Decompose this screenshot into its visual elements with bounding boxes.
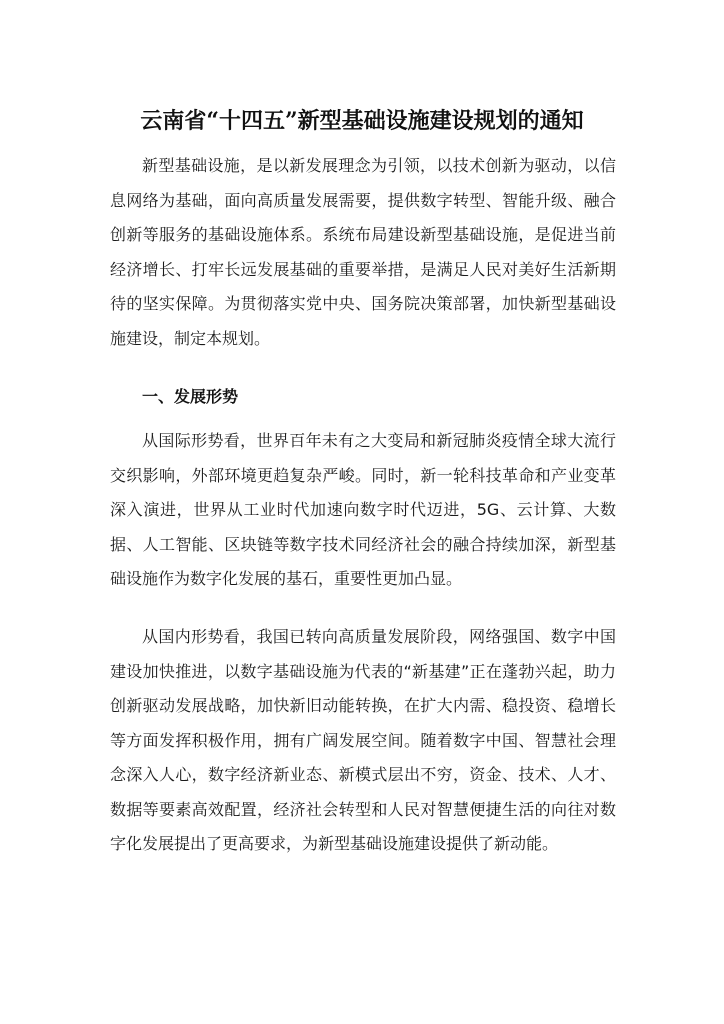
international-situation-paragraph: 从国际形势看，世界百年未有之大变局和新冠肺炎疫情全球大流行交织影响，外部环境更趋复杂严峻。同时，新一轮科技革命和产业变革深入演进，世界从工业时代加速向数字时代迈进，5G、云计算、大数据、人工智能、区块链等数字技术同经济社会的融合持续加深，新型基础设施作为数字化发展的基石，重要性更加凸显。 — [110, 431, 616, 588]
section-heading: 一、发展形势 — [142, 387, 239, 406]
document-title: 云南省“十四五”新型基础设施建设规划的通知 — [140, 108, 584, 134]
domestic-situation-paragraph: 从国内形势看，我国已转向高质量发展阶段，网络强国、数字中国建设加快推进，以数字基础设施为代表的“新基建”正在蓬勃兴起，助力创新驱动发展战略，加快新旧动能转换，在扩大内需、稳投资、稳增长等方面发挥积极作用，拥有广阔发展空间。随着数字中国、智慧社会理念深入人心，数字经济新业态、新模式层出不穷，资金、技术、人才、数据等要素高效配置，经济社会转型和人民对智慧便捷生活的向往对数字化发展提出了更高要求，为新型基础设施建设提供了新动能。 — [110, 627, 616, 853]
intro-paragraph: 新型基础设施，是以新发展理念为引领，以技术创新为驱动，以信息网络为基础，面向高质量发展需要，提供数字转型、智能升级、融合创新等服务的基础设施体系。系统布局建设新型基础设施，是促进当前经济增长、打牢长远发展基础的重要举措，是满足人民对美好生活新期待的坚实保障。为贯彻落实党中央、国务院决策部署，加快新型基础设施建设，制定本规划。 — [110, 156, 616, 348]
